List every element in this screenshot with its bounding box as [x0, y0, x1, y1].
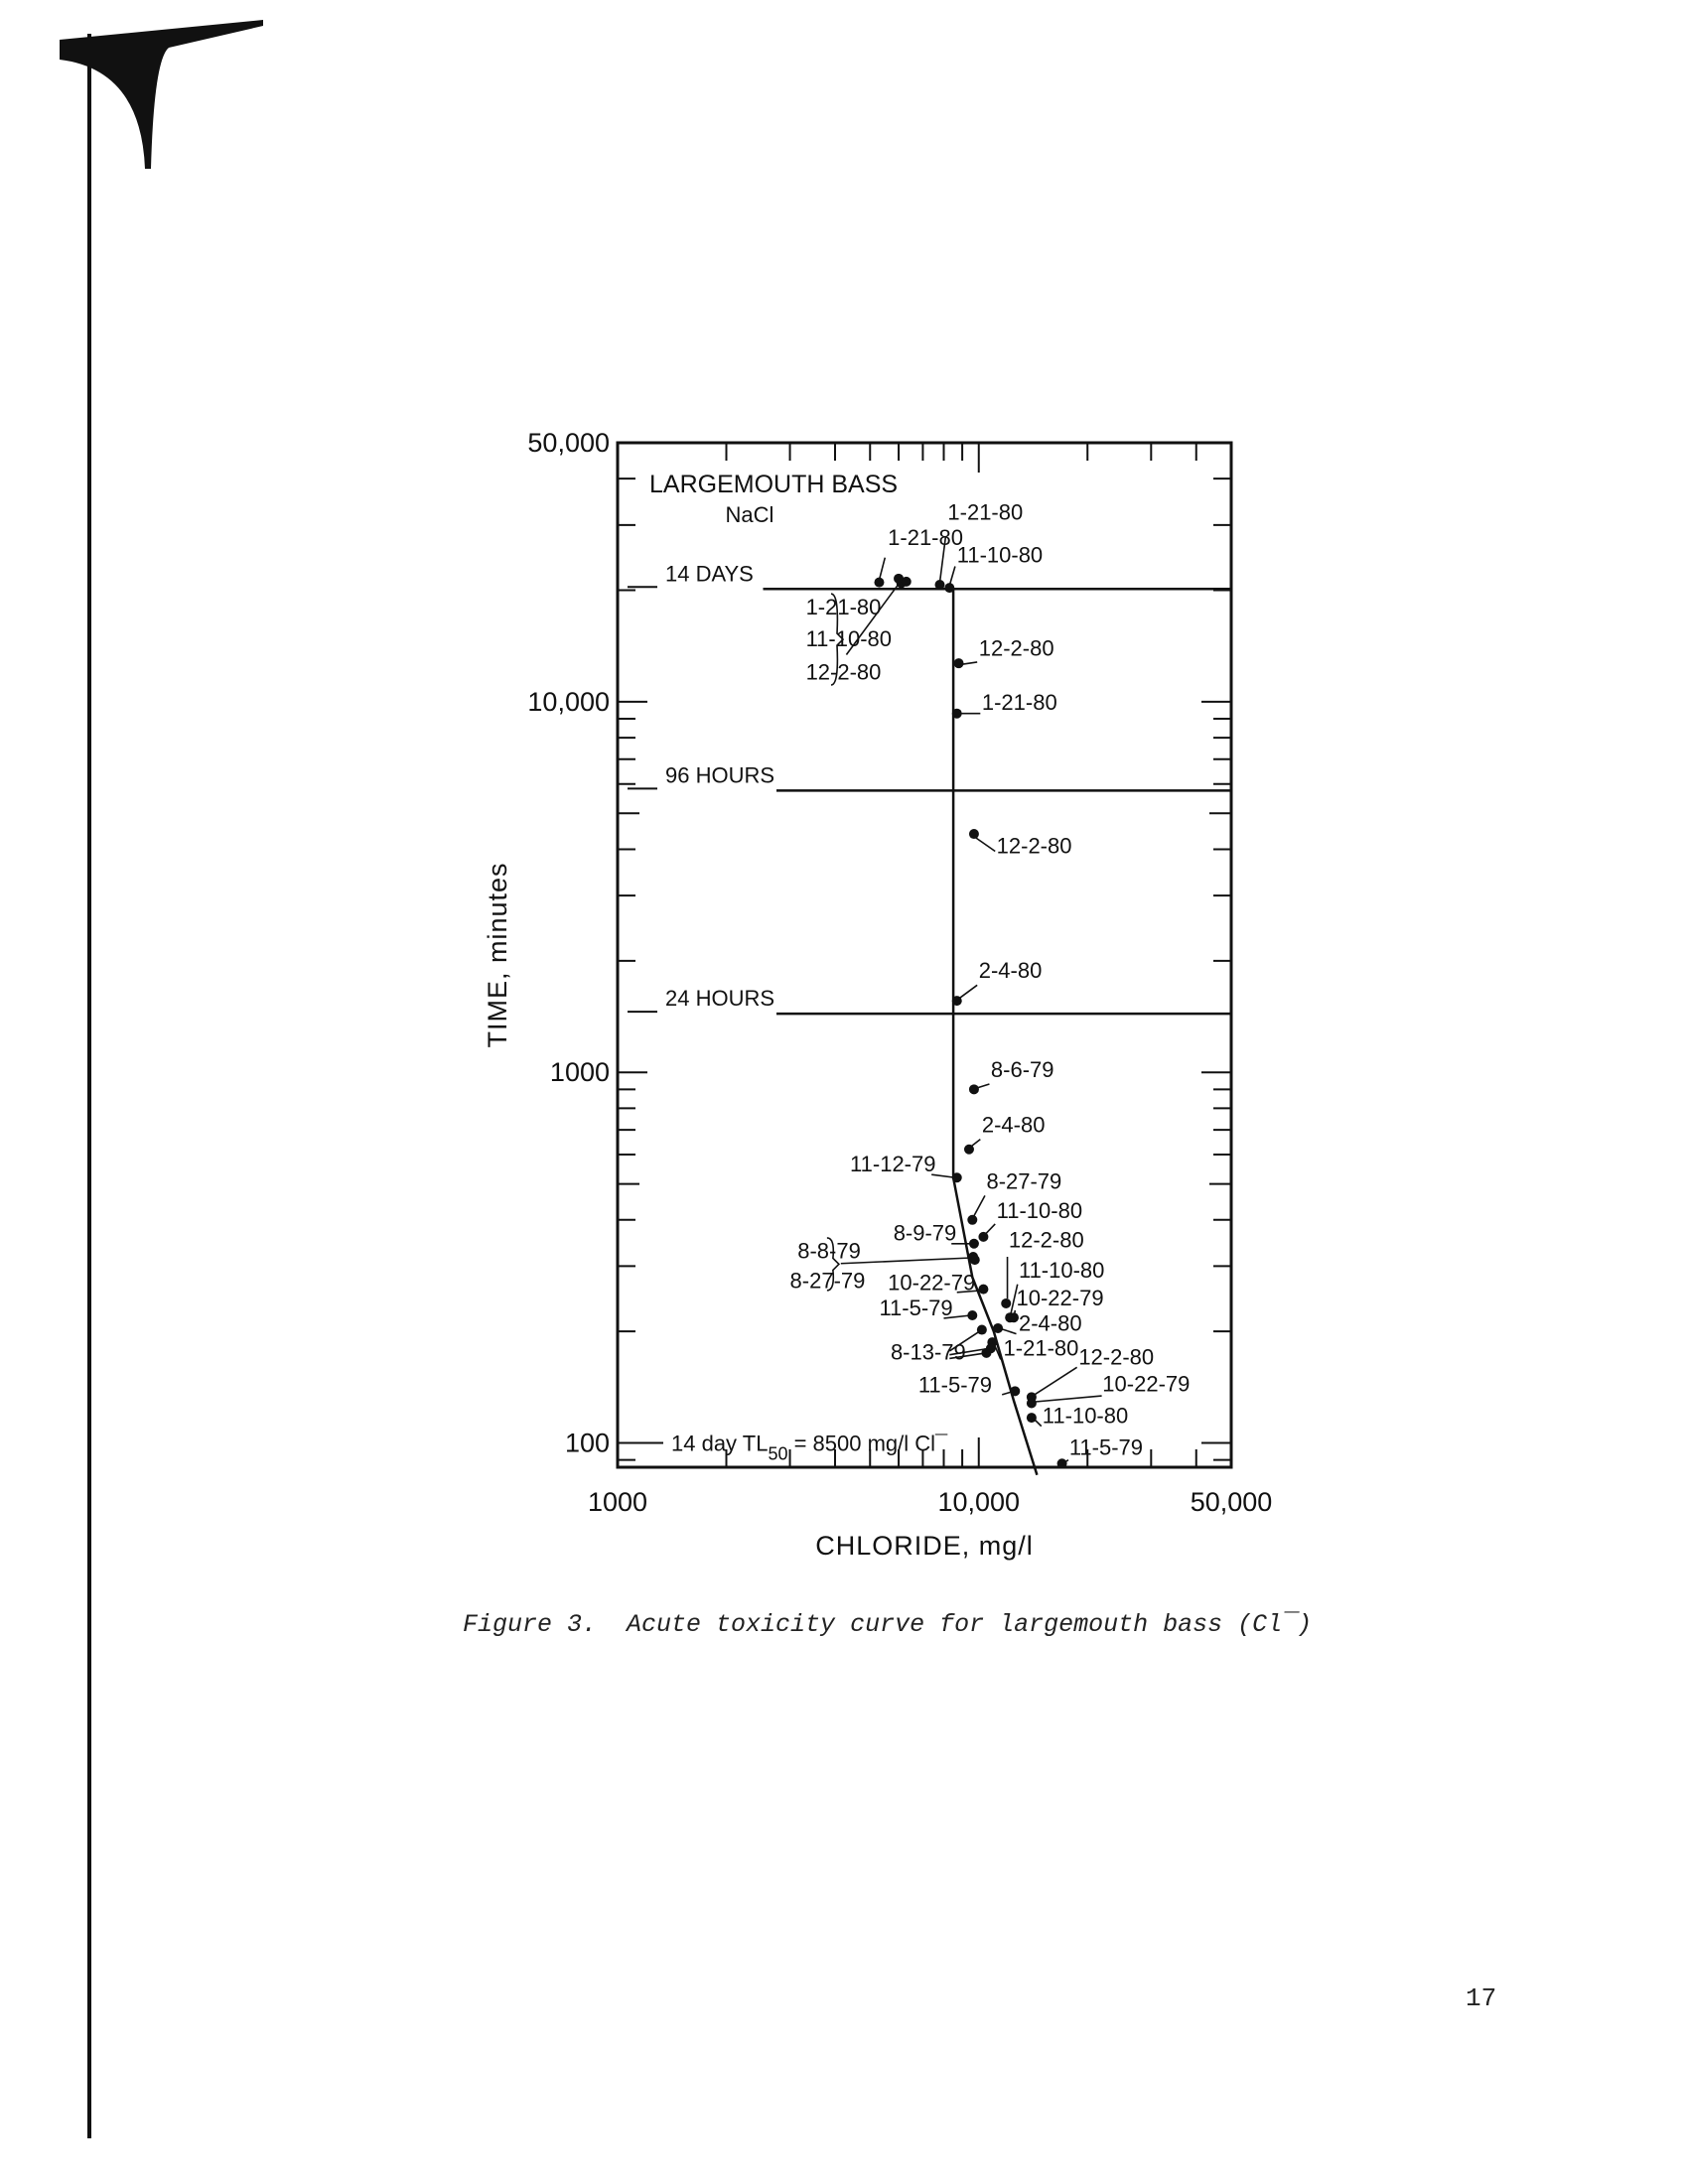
point-label: 8-27-79 — [789, 1268, 866, 1294]
data-point — [954, 658, 964, 668]
point-annotations-group — [790, 500, 1191, 1460]
point-label: 12-2-80 — [1078, 1344, 1155, 1370]
page-number: 17 — [1466, 1983, 1497, 2013]
data-point — [1027, 1399, 1037, 1409]
point-label: 11-10-80 — [956, 542, 1044, 568]
leader-line — [959, 985, 978, 999]
data-point — [967, 1215, 977, 1225]
y-tick-label: 100 — [564, 1428, 610, 1458]
point-label: 12-2-80 — [1008, 1227, 1084, 1253]
data-point — [1027, 1413, 1037, 1423]
x-tick-label: 10,000 — [937, 1487, 1021, 1517]
figure-caption: Figure 3. Acute toxicity curve for largemouth bass (Cl¯) — [463, 1610, 1313, 1639]
point-label: 2-4-80 — [978, 957, 1043, 983]
point-label: 8-6-79 — [990, 1057, 1054, 1083]
point-label: 10-22-79 — [888, 1270, 976, 1296]
point-label: 11-10-80 — [1018, 1258, 1105, 1284]
point-label: 1-21-80 — [1003, 1335, 1079, 1361]
data-point — [1001, 1298, 1011, 1308]
point-label: 8-27-79 — [986, 1168, 1062, 1194]
tl50-subscript: 50 — [768, 1443, 788, 1464]
point-label: 2-4-80 — [1018, 1310, 1082, 1336]
reference-line-label: 14 DAYS — [665, 561, 754, 587]
y-axis-title: TIME, minutes — [483, 862, 512, 1048]
point-label: 12-2-80 — [805, 659, 882, 685]
y-tick-label: 1000 — [549, 1057, 610, 1088]
point-label: 1-21-80 — [947, 499, 1024, 525]
x-tick-label: 1000 — [587, 1487, 648, 1517]
y-tick-label: 10,000 — [527, 686, 610, 717]
tl50-suffix: = 8500 mg/l Cl¯ — [787, 1431, 948, 1456]
point-label: 10-22-79 — [1016, 1286, 1104, 1311]
reference-line-label: 96 HOURS — [665, 762, 775, 788]
tl50-annotation — [671, 1432, 948, 1464]
point-label: 12-2-80 — [996, 833, 1072, 859]
data-point — [902, 577, 912, 587]
point-label: 11-10-80 — [805, 626, 893, 652]
leader-line — [985, 1224, 995, 1235]
leader-line — [976, 838, 996, 852]
leader-line — [879, 558, 885, 581]
data-point — [969, 829, 979, 839]
leader-line — [1033, 1396, 1102, 1402]
x-axis-title: CHLORIDE, mg/l — [815, 1531, 1034, 1561]
tl50-prefix: 14 day TL — [671, 1431, 769, 1456]
point-label: 12-2-80 — [978, 635, 1054, 661]
point-label: 11-10-80 — [996, 1197, 1083, 1223]
point-label: 10-22-79 — [1102, 1371, 1191, 1397]
leader-line — [1033, 1367, 1077, 1396]
reference-line-label: 24 HOURS — [665, 986, 775, 1012]
point-label: 11-5-79 — [917, 1372, 993, 1398]
data-point — [970, 1255, 980, 1265]
y-tick-label: 50,000 — [527, 428, 610, 458]
leader-line — [949, 566, 955, 585]
point-label: 11-5-79 — [879, 1295, 953, 1320]
point-label: 8-13-79 — [890, 1339, 966, 1365]
point-label: 8-9-79 — [893, 1220, 957, 1246]
leader-line — [971, 1140, 981, 1148]
point-label: 8-8-79 — [797, 1238, 861, 1264]
data-point — [978, 1285, 988, 1295]
point-label: 11-12-79 — [850, 1152, 936, 1177]
chart-subtitle: NaCl — [725, 502, 774, 527]
point-label: 1-21-80 — [805, 595, 882, 620]
leader-line — [974, 1195, 985, 1215]
leader-line — [1015, 1310, 1016, 1315]
x-tick-label: 50,000 — [1190, 1487, 1273, 1517]
point-label: 2-4-80 — [981, 1112, 1046, 1138]
point-label: 11-5-79 — [1068, 1434, 1144, 1460]
data-point — [1057, 1458, 1067, 1468]
point-label: 1-21-80 — [981, 690, 1057, 716]
chart-title: LARGEMOUTH BASS — [649, 471, 899, 498]
point-label: 11-10-80 — [1042, 1403, 1129, 1429]
point-label: 1-21-80 — [888, 524, 963, 550]
data-point — [969, 1084, 979, 1094]
